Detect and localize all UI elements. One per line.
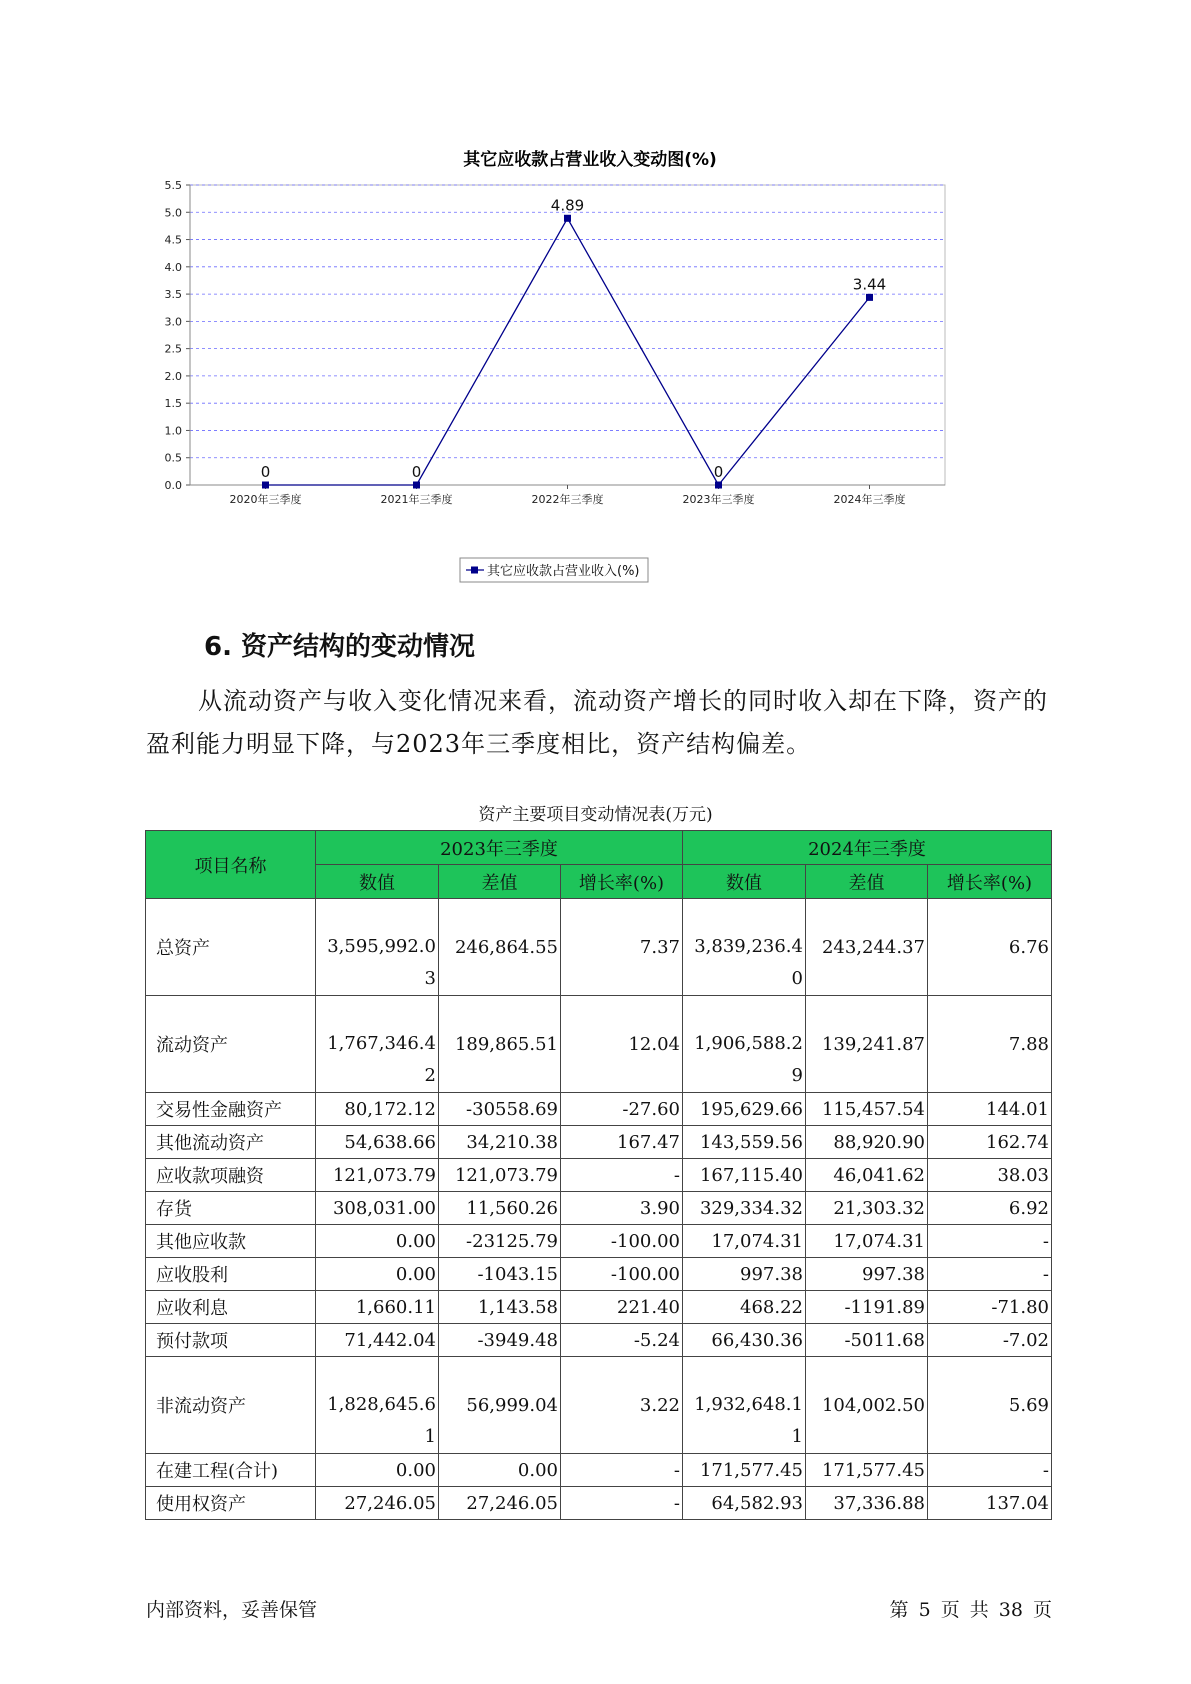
- cell-value: -: [561, 1159, 683, 1192]
- cell-value: -100.00: [561, 1225, 683, 1258]
- chart-axes: [165, 179, 946, 506]
- subheader-value: 数值: [316, 865, 439, 899]
- cell-value: 171,577.45: [806, 1454, 928, 1487]
- footer-confidential: 内部资料，妥善保管: [146, 1599, 318, 1621]
- row-label: 使用权资产: [146, 1487, 316, 1520]
- table-row: [146, 1258, 1052, 1291]
- y-tick-label: 3.5: [164, 288, 182, 302]
- data-label: 0: [260, 463, 271, 481]
- cell-value: 104,002.50: [806, 1357, 928, 1454]
- y-tick-label: 4.5: [164, 233, 182, 247]
- cell-value: 27,246.05: [316, 1487, 439, 1520]
- data-point: [564, 215, 571, 222]
- row-label: 其他应收款: [146, 1225, 316, 1258]
- cell-value: 21,303.32: [806, 1192, 928, 1225]
- data-label: 4.89: [550, 196, 585, 215]
- x-tick-label: 2023年三季度: [682, 493, 755, 506]
- x-tick-label: 2024年三季度: [833, 493, 906, 506]
- chart-legend: [460, 558, 648, 582]
- cell-value: 0.00: [316, 1258, 439, 1291]
- cell-value: -3949.48: [439, 1324, 561, 1357]
- cell-value: 0.00: [439, 1454, 561, 1487]
- assets-table: [145, 830, 1052, 1520]
- cell-value: 3.90: [561, 1192, 683, 1225]
- chart-container: [150, 140, 1030, 600]
- cell-value: 7.88: [928, 996, 1052, 1093]
- table-row: [146, 996, 1052, 1093]
- cell-value: -: [928, 1454, 1052, 1487]
- row-label: 流动资产: [146, 996, 316, 1093]
- row-label: 应收股利: [146, 1258, 316, 1291]
- cell-value: 115,457.54: [806, 1093, 928, 1126]
- data-point: [262, 482, 269, 489]
- header-period-2023: 2023年三季度: [316, 831, 683, 865]
- footer-page-number: 第 5 页 共 38 页: [889, 1599, 1052, 1621]
- cell-value: 66,430.36: [683, 1324, 806, 1357]
- data-label: 0: [713, 463, 724, 481]
- cell-value: 246,864.55: [439, 899, 561, 996]
- row-label: 在建工程(合计): [146, 1454, 316, 1487]
- cell-value: 144.01: [928, 1093, 1052, 1126]
- table-row: [146, 899, 1052, 996]
- row-label: 应收利息: [146, 1291, 316, 1324]
- table-row: [146, 1126, 1052, 1159]
- table-row: [146, 1093, 1052, 1126]
- chart-grid: [190, 185, 945, 485]
- cell-value: 3,595,992.03: [316, 899, 439, 996]
- row-label: 交易性金融资产: [146, 1093, 316, 1126]
- cell-value: 121,073.79: [316, 1159, 439, 1192]
- cell-value: 162.74: [928, 1126, 1052, 1159]
- section-paragraph: 从流动资产与收入变化情况来看，流动资产增长的同时收入却在下降，资产的盈利能力明显下降，与2023年三季度相比，资产结构偏差。: [146, 687, 1048, 758]
- table-row: [146, 1487, 1052, 1520]
- subheader-value: 数值: [683, 865, 806, 899]
- cell-value: -100.00: [561, 1258, 683, 1291]
- cell-value: 1,828,645.61: [316, 1357, 439, 1454]
- cell-value: 6.92: [928, 1192, 1052, 1225]
- table-body: [146, 899, 1052, 1520]
- cell-value: 221.40: [561, 1291, 683, 1324]
- table-row: [146, 1324, 1052, 1357]
- subheader-growth: 增长率(%): [561, 865, 683, 899]
- cell-value: -71.80: [928, 1291, 1052, 1324]
- cell-value: 468.22: [683, 1291, 806, 1324]
- table-row: [146, 1357, 1052, 1454]
- table-caption: 资产主要项目变动情况表(万元): [478, 805, 713, 825]
- cell-value: -7.02: [928, 1324, 1052, 1357]
- x-tick-label: 2020年三季度: [229, 493, 302, 506]
- cell-value: 167,115.40: [683, 1159, 806, 1192]
- cell-value: 143,559.56: [683, 1126, 806, 1159]
- section-heading: 6. 资产结构的变动情况: [204, 632, 476, 662]
- cell-value: -30558.69: [439, 1093, 561, 1126]
- cell-value: -23125.79: [439, 1225, 561, 1258]
- cell-value: 137.04: [928, 1487, 1052, 1520]
- cell-value: 243,244.37: [806, 899, 928, 996]
- subheader-diff: 差值: [806, 865, 928, 899]
- cell-value: -1191.89: [806, 1291, 928, 1324]
- subheader-diff: 差值: [439, 865, 561, 899]
- table-row: [146, 1225, 1052, 1258]
- cell-value: 139,241.87: [806, 996, 928, 1093]
- chart-title: 其它应收款占营业收入变动图(%): [463, 150, 717, 170]
- y-tick-label: 1.0: [164, 424, 182, 438]
- cell-value: 189,865.51: [439, 996, 561, 1093]
- cell-value: 1,932,648.11: [683, 1357, 806, 1454]
- cell-value: 54,638.66: [316, 1126, 439, 1159]
- cell-value: 167.47: [561, 1126, 683, 1159]
- cell-value: 56,999.04: [439, 1357, 561, 1454]
- table-row: [146, 1454, 1052, 1487]
- row-label: 总资产: [146, 899, 316, 996]
- cell-value: -27.60: [561, 1093, 683, 1126]
- row-label: 存货: [146, 1192, 316, 1225]
- row-label: 预付款项: [146, 1324, 316, 1357]
- legend-label: 其它应收款占营业收入(%): [487, 564, 640, 579]
- cell-value: 80,172.12: [316, 1093, 439, 1126]
- cell-value: 3,839,236.40: [683, 899, 806, 996]
- row-label: 应收款项融资: [146, 1159, 316, 1192]
- cell-value: 1,767,346.42: [316, 996, 439, 1093]
- cell-value: 34,210.38: [439, 1126, 561, 1159]
- cell-value: 64,582.93: [683, 1487, 806, 1520]
- cell-value: -: [928, 1225, 1052, 1258]
- cell-value: 6.76: [928, 899, 1052, 996]
- y-tick-label: 4.0: [164, 260, 182, 274]
- plot-area: [190, 185, 945, 485]
- data-point: [413, 482, 420, 489]
- cell-value: 17,074.31: [806, 1225, 928, 1258]
- legend-marker-swatch: [471, 567, 478, 574]
- y-tick-label: 5.5: [164, 179, 182, 192]
- cell-value: 27,246.05: [439, 1487, 561, 1520]
- line-chart: [150, 140, 1030, 600]
- row-label: 其他流动资产: [146, 1126, 316, 1159]
- table-row: [146, 1192, 1052, 1225]
- cell-value: 0.00: [316, 1454, 439, 1487]
- cell-value: 17,074.31: [683, 1225, 806, 1258]
- y-tick-label: 5.0: [164, 206, 182, 220]
- cell-value: 997.38: [683, 1258, 806, 1291]
- data-label: 3.44: [852, 275, 887, 294]
- cell-value: -: [561, 1454, 683, 1487]
- y-tick-label: 3.0: [164, 315, 182, 329]
- cell-value: 7.37: [561, 899, 683, 996]
- cell-value: 38.03: [928, 1159, 1052, 1192]
- cell-value: -5.24: [561, 1324, 683, 1357]
- cell-value: 1,906,588.29: [683, 996, 806, 1093]
- table-row: [146, 1291, 1052, 1324]
- cell-value: -1043.15: [439, 1258, 561, 1291]
- cell-value: 171,577.45: [683, 1454, 806, 1487]
- x-tick-label: 2022年三季度: [531, 493, 604, 506]
- y-tick-label: 2.0: [164, 369, 182, 383]
- cell-value: 12.04: [561, 996, 683, 1093]
- y-tick-label: 1.5: [164, 397, 182, 411]
- cell-value: 88,920.90: [806, 1126, 928, 1159]
- cell-value: 46,041.62: [806, 1159, 928, 1192]
- y-tick-label: 0.5: [164, 451, 182, 465]
- chart-series: [261, 196, 886, 488]
- cell-value: 11,560.26: [439, 1192, 561, 1225]
- cell-value: -5011.68: [806, 1324, 928, 1357]
- cell-value: 997.38: [806, 1258, 928, 1291]
- row-label: 非流动资产: [146, 1357, 316, 1454]
- data-point: [866, 294, 873, 301]
- series-line: [266, 218, 870, 485]
- data-label: 0: [411, 463, 422, 481]
- cell-value: 308,031.00: [316, 1192, 439, 1225]
- cell-value: 1,143.58: [439, 1291, 561, 1324]
- y-tick-label: 2.5: [164, 342, 182, 356]
- cell-value: -: [561, 1487, 683, 1520]
- cell-value: 0.00: [316, 1225, 439, 1258]
- cell-value: 1,660.11: [316, 1291, 439, 1324]
- header-item-name: 项目名称: [146, 831, 316, 899]
- cell-value: 195,629.66: [683, 1093, 806, 1126]
- table-row: [146, 1159, 1052, 1192]
- cell-value: -: [928, 1258, 1052, 1291]
- cell-value: 329,334.32: [683, 1192, 806, 1225]
- cell-value: 5.69: [928, 1357, 1052, 1454]
- cell-value: 121,073.79: [439, 1159, 561, 1192]
- cell-value: 3.22: [561, 1357, 683, 1454]
- x-tick-label: 2021年三季度: [380, 493, 453, 506]
- cell-value: 71,442.04: [316, 1324, 439, 1357]
- y-tick-label: 0.0: [164, 479, 182, 492]
- data-point: [715, 482, 722, 489]
- cell-value: 37,336.88: [806, 1487, 928, 1520]
- header-period-2024: 2024年三季度: [683, 831, 1052, 865]
- subheader-growth: 增长率(%): [928, 865, 1052, 899]
